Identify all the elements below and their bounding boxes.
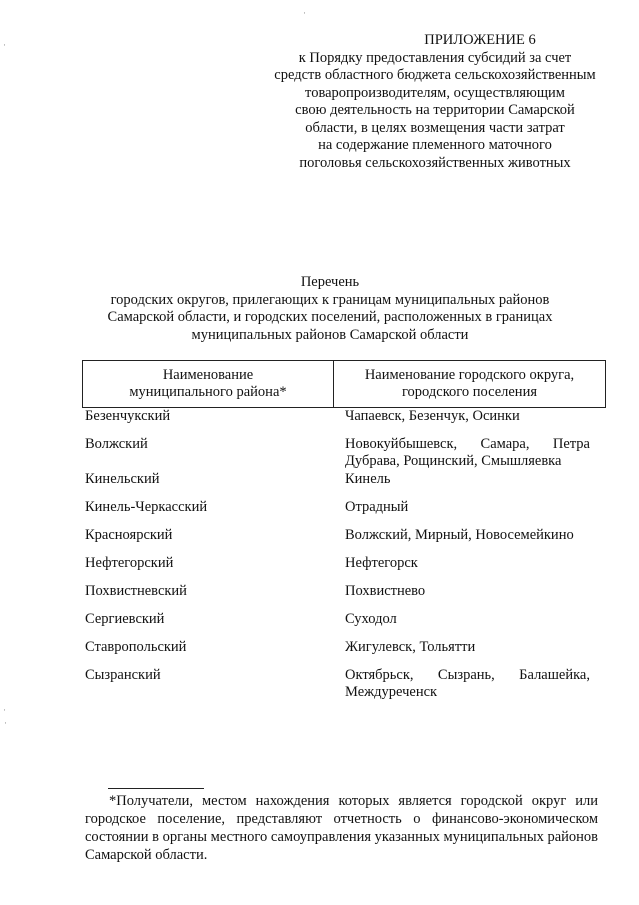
heading-line: муниципальных районов Самарской области xyxy=(191,326,469,343)
settlement-list: Похвистнево xyxy=(345,583,426,599)
district-name: Сергиевский xyxy=(85,611,165,627)
appendix-block xyxy=(250,32,620,172)
heading-line: городских округов, прилегающих к границам муниципальных районов xyxy=(110,291,550,308)
settlement-list: Суходол xyxy=(345,611,397,627)
appendix-line: области, в целях возмещения части затрат xyxy=(305,119,565,136)
district-name: Ставропольский xyxy=(85,639,187,655)
appendix-line: средств областного бюджета сельскохозяйственным xyxy=(274,67,596,83)
appendix-line: к Порядку предоставления субсидий за счет xyxy=(298,49,572,66)
scan-mark: · xyxy=(303,8,306,18)
header-text: муниципального района* xyxy=(129,384,287,400)
district-name: Волжский xyxy=(85,436,148,452)
district-name: Нефтегорский xyxy=(85,555,174,571)
settlement-list: Чапаевск, Безенчук, Осинки xyxy=(345,408,520,424)
list-heading xyxy=(60,274,600,344)
scan-mark: · xyxy=(3,705,6,715)
settlement-list: Нефтегорск xyxy=(345,555,418,571)
district-name: Безенчукский xyxy=(85,408,171,424)
district-name: Красноярский xyxy=(85,527,173,543)
settlement-list: Кинель xyxy=(345,471,391,487)
scan-mark: · xyxy=(4,718,7,728)
footnote-separator xyxy=(108,788,204,789)
appendix-line: товаропроизводителям, осуществляющим xyxy=(305,84,565,101)
header-text: Наименование xyxy=(162,367,254,383)
header-text: Наименование городского округа, xyxy=(364,367,575,383)
scan-mark: · xyxy=(3,40,6,50)
footnote-text: *Получатели, местом нахождения которых является городской округ или городское поселение, представляют отчетность о финансово-экономическом состоянии в органы местного самоуправления указанных муниципальных районов Самарской области. xyxy=(85,793,599,863)
column-header-settlement xyxy=(334,361,605,407)
appendix-line: на содержание племенного маточного xyxy=(318,137,552,153)
settlement-list: Отрадный xyxy=(345,499,409,515)
settlement-list: Жигулевск, Тольятти xyxy=(345,639,476,655)
settlement-list: Новокуйбышевск, Самара, Петра Дубрава, Рощинский, Смышляевка xyxy=(345,436,590,469)
header-text: городского поселения xyxy=(401,384,537,400)
appendix-title: ПРИЛОЖЕНИЕ 6 xyxy=(424,32,536,48)
heading-title: Перечень xyxy=(300,274,360,290)
settlement-list: Октябрьск, Сызрань, Балашейка, Междуреченск xyxy=(345,667,590,700)
appendix-line: свою деятельность на территории Самарской xyxy=(295,102,575,118)
district-name: Кинельский xyxy=(85,471,160,487)
heading-line: Самарской области, и городских поселений, расположенных в границах xyxy=(107,309,553,325)
district-name: Кинель-Черкасский xyxy=(85,499,208,515)
table-header xyxy=(82,360,606,408)
settlement-list: Волжский, Мирный, Новосемейкино xyxy=(345,527,574,543)
column-header-district xyxy=(83,361,334,407)
district-name: Сызранский xyxy=(85,667,161,683)
appendix-line: поголовья сельскохозяйственных животных xyxy=(299,154,571,171)
district-name: Похвистневский xyxy=(85,583,187,599)
